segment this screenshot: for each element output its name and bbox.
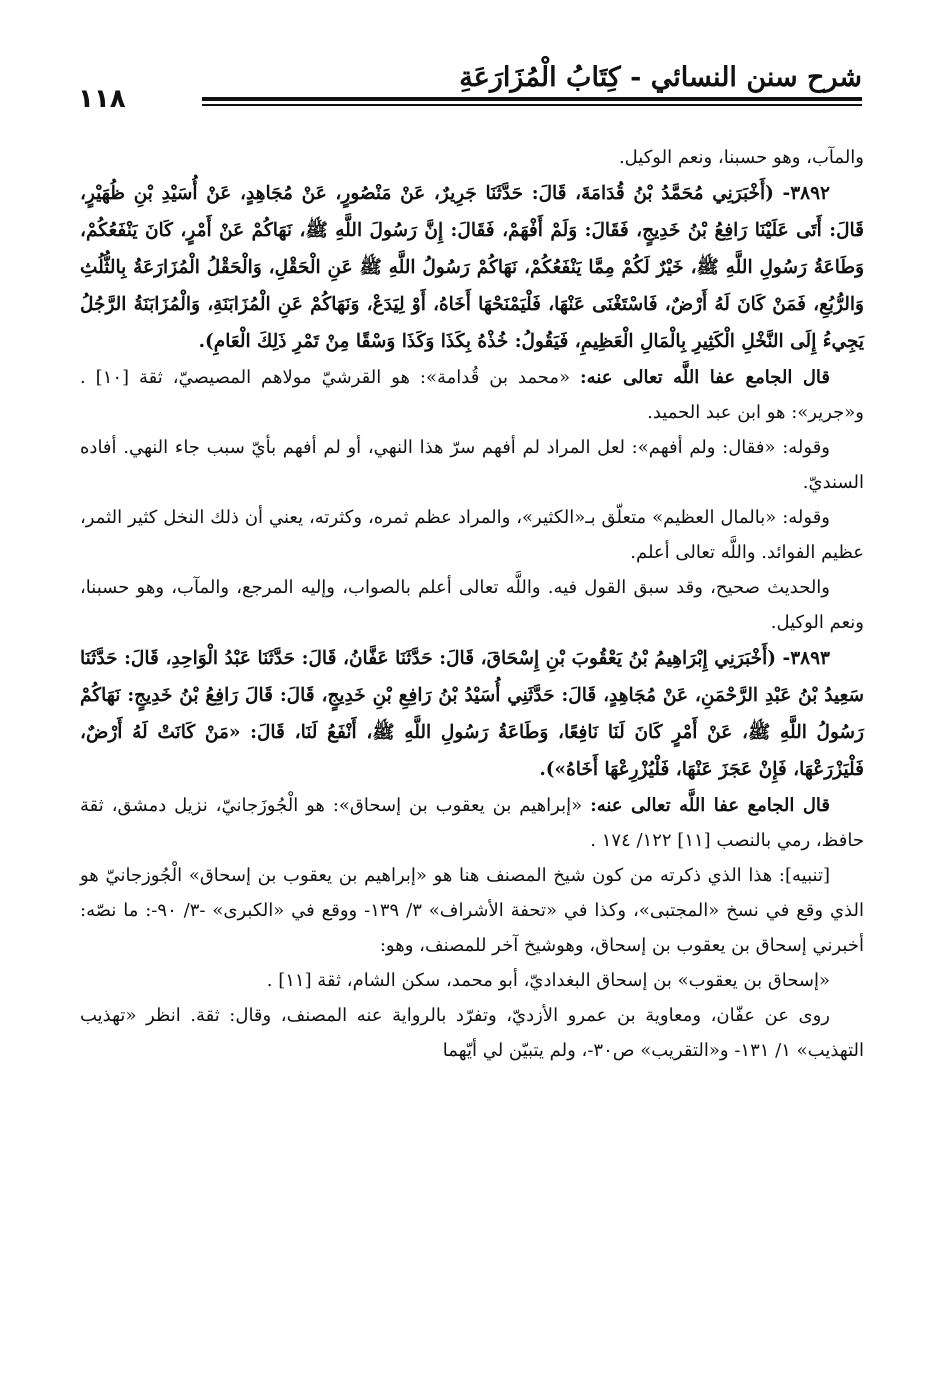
commentary-paragraph bbox=[80, 360, 864, 430]
note-paragraph: «إسحاق بن يعقوب» بن إسحاق البغداديّ، أبو محمد، سكن الشام، ثقة [١١] . bbox=[266, 970, 830, 991]
header-rule-thick bbox=[202, 97, 862, 101]
note-paragraph: روى عن عفّان، ومعاوية بن عمرو الأزديّ، وتفرّد بالرواية عنه المصنف، وقال: ثقة. انظر «تهذيب التهذيب» ١/ ١٣١- و«التقريب» ص٣٠-، ولم يتبيّن لي أيّهما bbox=[80, 1005, 864, 1061]
running-title: شرح سنن النسائي - كِتَابُ الْمُزَارَعَةِ bbox=[459, 62, 862, 93]
hadith-3892: ٣٨٩٢- (أَخْبَرَنِي مُحَمَّدُ بْنُ قُدَامَةَ، قَالَ: حَدَّثَنَا جَرِيرٌ، عَنْ مَنْصُورٍ، عَنْ مُجَاهِدٍ، عَنْ أُسَيْدِ بْنِ ظُهَيْرٍ، قَالَ: أَتَى عَلَيْنَا رَافِعُ بْنُ خَدِيجٍ، فَقَالَ: وَلَمْ أَفْهَمْ، فَقَالَ: إِنَّ رَسُولَ اللَّهِ ﷺ، نَهَاكُمْ عَنْ أَمْرٍ، كَانَ يَنْفَعُكُمْ، وَطَاعَةُ رَسُولِ اللَّهِ ﷺ، خَيْرٌ لَكُمْ مِمَّا يَنْفَعُكُمْ، نَهَاكُمْ رَسُولُ اللَّهِ ﷺ عَنِ الْحَقْلِ، وَالْحَقْلُ الْمُزَارَعَةُ بِالثُّلُثِ وَالرُّبُعِ، فَمَنْ كَانَ لَهُ أَرْضٌ، فَاسْتَغْنَى عَنْهَا، فَلْيَمْنَحْهَا أَخَاهُ، أَوْ لِيَدَعْ، وَنَهَاكُمْ عَنِ الْمُزَابَنَةِ، وَالْمُزَابَنَةُ الرَّجُلُ يَجِيءُ إِلَى النَّخْلِ الْكَثِيرِ بِالْمَالِ الْعَظِيمِ، فَيَقُولُ: خُذْهُ بِكَذَا وَكَذَا وَسْقًا مِنْ تَمْرِ ذَلِكَ الْعَامِ). bbox=[80, 183, 864, 352]
page-number: ١١٨ bbox=[78, 84, 126, 114]
commentary-text: «إبراهيم بن يعقوب بن إسحاق»: هو الْجُوزَجانيّ، نزيل دمشق، ثقة حافظ، رمي بالنصب [١١] ١٢٢/ ١٧٤ . bbox=[80, 795, 864, 851]
commentary-text: «محمد بن قُدامة»: هو القرشيّ مولاهم المصيصيّ، ثقة [١٠] . و«جرير»: هو ابن عبد الحميد. bbox=[80, 367, 864, 423]
note-paragraph: [تنبيه]: هذا الذي ذكرته من كون شيخ المصنف هنا هو «إبراهيم بن يعقوب بن إسحاق» الْجُوزجانيّ هو الذي وقع في نسخ «المجتبى»، وكذا في «تحفة الأشراف» ٣/ ١٣٩- ووقع في «الكبرى» -٣/ ٩٠-: ما نصّه: أخبرني إسحاق بن يعقوب بن إسحاق، وهوشيخ آخر للمصنف، وهو: bbox=[80, 865, 864, 956]
commentary-paragraph: وقوله: «بالمال العظيم» متعلّق بـ«الكثير»، والمراد عظم ثمره، وكثرته، يعني أن ذلك النخل كثير الثمر، عظيم الفوائد. واللَّه تعالى أعلم. bbox=[80, 507, 864, 563]
commentary-paragraph: وقوله: «فقال: ولم أفهم»: لعل المراد لم أفهم سرّ هذا النهي، أو لم أفهم بأيّ سبب جاء النهي. أفاده السنديّ. bbox=[80, 437, 864, 493]
header-rule-thin bbox=[202, 104, 862, 106]
hadith-3893: ٣٨٩٣- (أَخْبَرَنِي إِبْرَاهِيمُ بْنُ يَعْقُوبَ بْنِ إِسْحَاقَ، قَالَ: حَدَّثَنَا عَفَّانُ، قَالَ: حَدَّثَنَا عَبْدُ الْوَاحِدِ، قَالَ: حَدَّثَنَا سَعِيدُ بْنُ عَبْدِ الرَّحْمَنِ، عَنْ مُجَاهِدٍ، قَالَ: حَدَّثَنِي أُسَيْدُ بْنُ رَافِعِ بْنِ خَدِيجٍ، قَالَ: قَالَ رَافِعُ بْنُ خَدِيجٍ: نَهَاكُمْ رَسُولُ اللَّهِ ﷺ، عَنْ أَمْرٍ كَانَ لَنَا نَافِعًا، وَطَاعَةُ رَسُولِ اللَّهِ ﷺ، أَنْفَعُ لَنَا، قَالَ: «مَنْ كَانَتْ لَهُ أَرْضٌ، فَلْيَزْرَعْهَا، فَإِنْ عَجَزَ عَنْهَا، فَلْيُزْرِعْهَا أَخَاهُ»). bbox=[80, 648, 864, 780]
body-text bbox=[80, 140, 864, 1068]
commentary-heading: قال الجامع عفا اللَّه تعالى عنه: bbox=[590, 795, 830, 816]
closing-line: والمآب، وهو حسبنا، ونعم الوكيل. bbox=[618, 147, 864, 168]
page-header bbox=[78, 48, 862, 114]
commentary-paragraph bbox=[80, 788, 864, 858]
commentary-heading: قال الجامع عفا اللَّه تعالى عنه: bbox=[580, 367, 831, 388]
commentary-paragraph: والحديث صحيح، وقد سبق القول فيه. واللَّه تعالى أعلم بالصواب، وإليه المرجع، والمآب، وهو حسبنا، ونعم الوكيل. bbox=[80, 577, 864, 633]
